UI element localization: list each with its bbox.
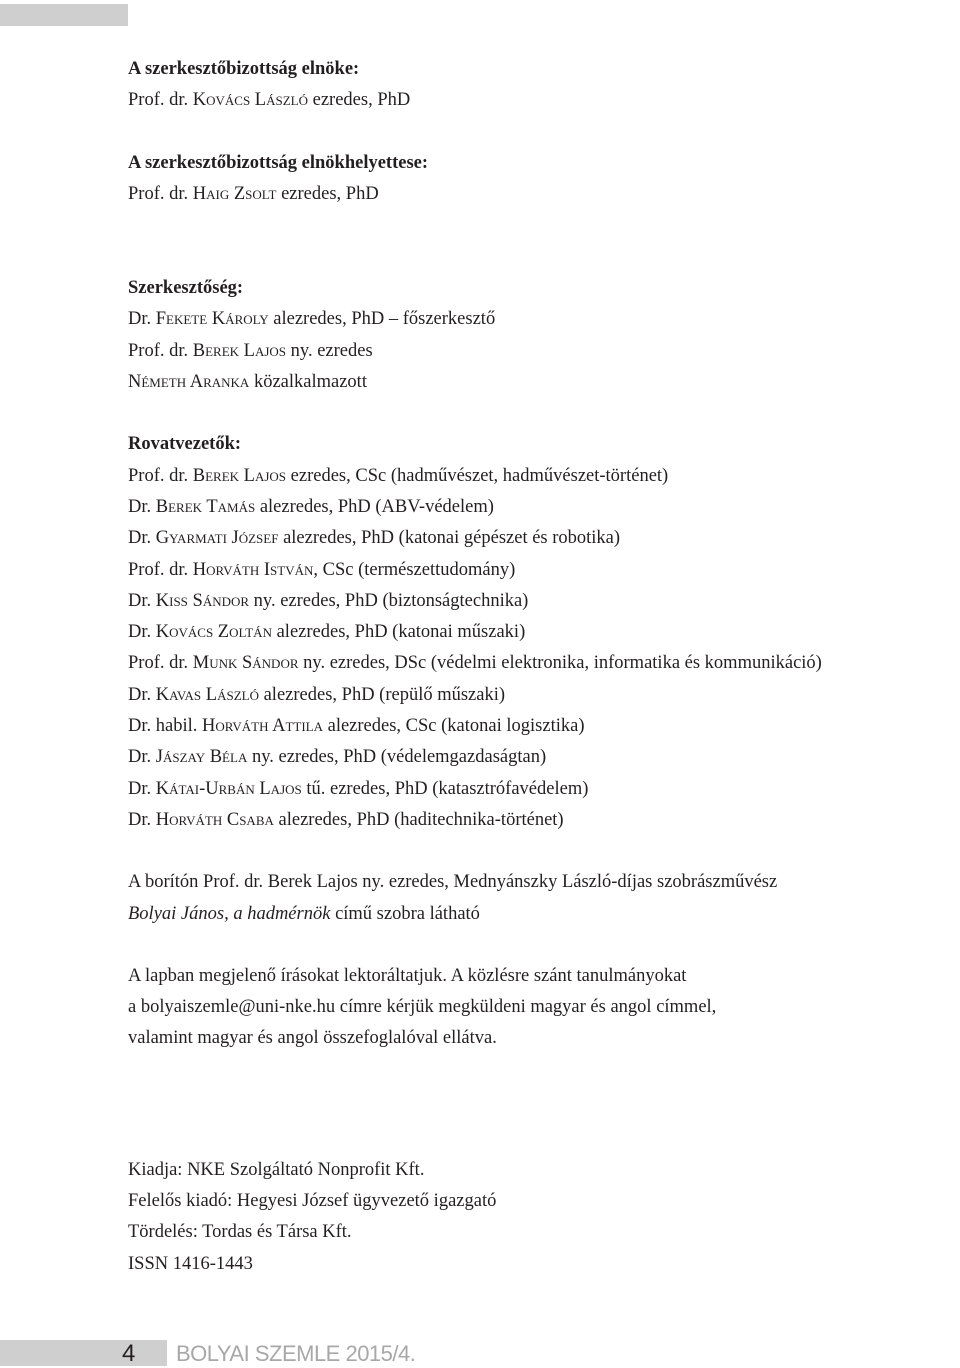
vice-chair-person: Prof. dr. Haig Zsolt ezredes, PhD	[128, 183, 379, 204]
cover-note	[128, 867, 928, 930]
column-editor: Prof. dr. Horváth István, CSc (természettudomány)	[128, 559, 516, 580]
submission-line: a bolyaiszemle@uni-nke.hu címre kérjük megküldeni magyar és angol címmel,	[128, 997, 717, 1018]
chair-heading: A szerkesztőbizottság elnöke:	[128, 59, 360, 79]
top-decor-bar	[0, 4, 128, 26]
imprint-line: ISSN 1416-1443	[128, 1253, 253, 1274]
imprint-line: Felelős kiadó: Hegyesi József ügyvezető igazgató	[128, 1191, 497, 1212]
imprint-line: Kiadja: NKE Szolgáltató Nonprofit Kft.	[128, 1159, 425, 1180]
page-number: 4	[122, 1340, 136, 1367]
imprint	[128, 1155, 928, 1280]
column-editor: Dr. Berek Tamás alezredes, PhD (ABV-védelem)	[128, 496, 494, 517]
editorial-person: Dr. Fekete Károly alezredes, PhD – főszerkesztő	[128, 309, 496, 330]
submission-note	[128, 961, 928, 1055]
editorial-heading: Szerkesztőség:	[128, 278, 244, 299]
column-editors-heading: Rovatvezetők:	[128, 434, 242, 455]
column-editor: Dr. Horváth Csaba alezredes, PhD (haditechnika-történet)	[128, 809, 564, 830]
submission-line: A lapban megjelenő írásokat lektoráltatjuk. A közlésre szánt tanulmányokat	[128, 965, 687, 986]
column-editor: Dr. Kátai-Urbán Lajos tű. ezredes, PhD (katasztrófavédelem)	[128, 778, 589, 799]
chair-person: Prof. dr. Kovács László ezredes, PhD	[128, 90, 411, 111]
footer-decor-bar	[0, 1340, 167, 1366]
sculpture-title: Bolyai János, a hadmérnök	[128, 903, 331, 924]
column-editor: Dr. Kovács Zoltán alezredes, PhD (katonai műszaki)	[128, 622, 526, 643]
cover-line: Bolyai János, a hadmérnök című szobra látható	[128, 903, 480, 924]
column-editor: Prof. dr. Munk Sándor ny. ezredes, DSc (védelmi elektronika, informatika és kommunikáció)	[128, 653, 822, 674]
column-editor: Dr. habil. Horváth Attila alezredes, CSc (katonai logisztika)	[128, 716, 585, 737]
vice-chair-heading: A szerkesztőbizottság elnökhelyettese:	[128, 152, 429, 173]
column-editor: Dr. Gyarmati József alezredes, PhD (katonai gépészet és robotika)	[128, 528, 621, 549]
column-editor: Prof. dr. Berek Lajos ezredes, CSc (hadművészet, hadművészet-történet)	[128, 465, 669, 486]
editorial-person: Németh Aranka közalkalmazott	[128, 372, 367, 393]
imprint-line: Tördelés: Tordas és Társa Kft.	[128, 1222, 352, 1243]
running-title: BOLYAI SZEMLE 2015/4.	[176, 1341, 416, 1366]
column-editor: Dr. Jászay Béla ny. ezredes, PhD (védelemgazdaságtan)	[128, 747, 547, 768]
column-editor: Dr. Kiss Sándor ny. ezredes, PhD (biztonságtechnika)	[128, 590, 529, 611]
column-editor: Dr. Kavas László alezredes, PhD (repülő műszaki)	[128, 684, 506, 705]
editorial-person: Prof. dr. Berek Lajos ny. ezredes	[128, 340, 373, 361]
masthead	[128, 54, 928, 1280]
editorial-list	[128, 304, 928, 398]
cover-line: A borítón Prof. dr. Berek Lajos ny. ezredes, Mednyánszky László-díjas szobrászművész	[128, 872, 778, 893]
submission-line: valamint magyar és angol összefoglalóval ellátva.	[128, 1028, 497, 1049]
column-editors-list	[128, 461, 928, 837]
